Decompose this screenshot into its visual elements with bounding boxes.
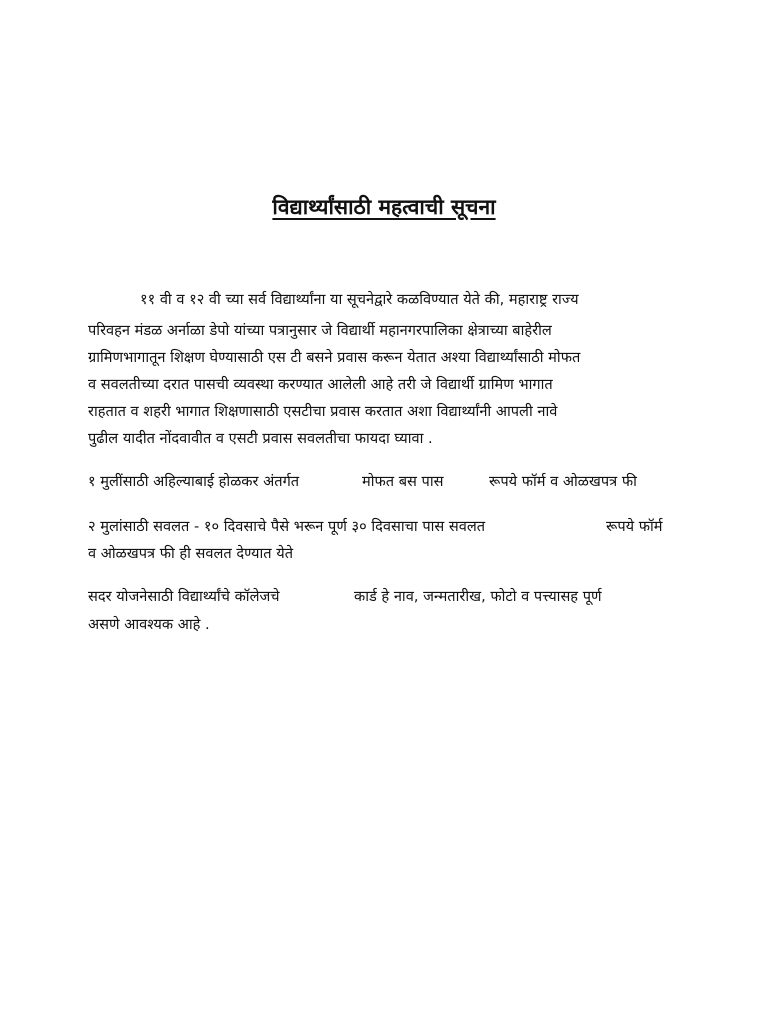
item2-scheme: २ मुलांसाठी सवलत - १० दिवसाचे पैसे भरून पूर्ण ३० दिवसाचा पास सवलत bbox=[88, 518, 486, 535]
paragraph-line: राहतात व शहरी भागात शिक्षणासाठी एसटीचा प्रवास करतात अशा विद्यार्थ्यांनी आपली नावे bbox=[88, 403, 558, 420]
paragraph-line: ग्रामिणभागातून शिक्षण घेण्यासाठी एस टी बसने प्रवास करून येतात अश्या विद्यार्थ्यांसाठी मोफत bbox=[88, 349, 581, 366]
paragraph-line: ११ वी व १२ वी च्या सर्व विद्यार्थ्यांना या सूचनेद्वारे कळविण्यात येते की, महाराष्ट्र राज्य bbox=[140, 291, 579, 308]
item1-fee: रूपये फॉर्म व ओळखपत्र फी bbox=[489, 473, 637, 490]
item2-concession: व ओळखपत्र फी ही सवलत देण्यात येते bbox=[88, 545, 294, 562]
paragraph-line: पुढील यादीत नोंदवावीत व एसटी प्रवास सवलतीचा फायदा घ्यावा . bbox=[88, 430, 433, 447]
item1-free-pass: मोफत बस पास bbox=[362, 473, 444, 490]
footer-college: सदर योजनेसाठी विद्यार्थ्यांचे कॉलेजचे bbox=[88, 588, 280, 605]
notice-title-text: विद्यार्थ्यांसाठी महत्वाची सूचना bbox=[272, 195, 496, 219]
paragraph-line: परिवहन मंडळ अर्नाळा डेपो यांच्या पत्रानुसार जे विद्यार्थी महानगरपालिका क्षेत्राच्या बाहेरील bbox=[88, 322, 552, 339]
item1-scheme: १ मुलींसाठी अहिल्याबाई होळकर अंतर्गत bbox=[88, 473, 300, 490]
paragraph-line: व सवलतीच्या दरात पासची व्यवस्था करण्यात आलेली आहे तरी जे विद्यार्थी ग्रामिण भागात bbox=[88, 376, 553, 393]
item2-fee: रूपये फॉर्म bbox=[606, 518, 663, 535]
notice-title bbox=[0, 193, 768, 221]
footer-card-details: कार्ड हे नाव, जन्मतारीख, फोटो व पत्त्यासह पूर्ण bbox=[354, 588, 602, 605]
footer-required: असणे आवश्यक आहे . bbox=[88, 616, 210, 633]
